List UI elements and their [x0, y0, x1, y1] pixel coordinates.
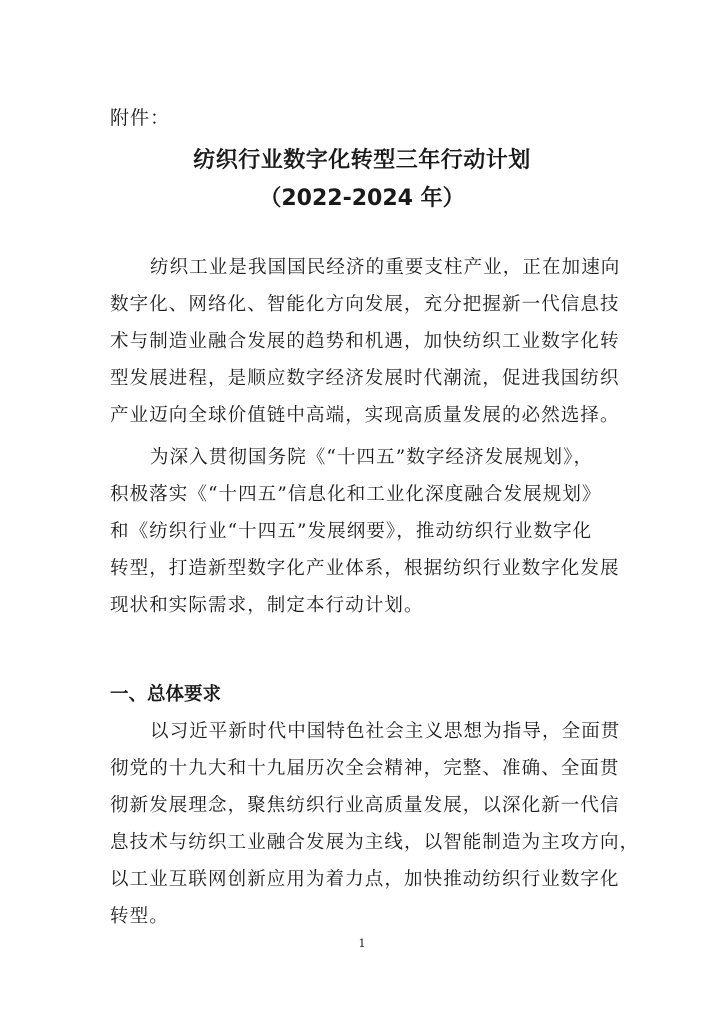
paragraph-2-line: 和《纺织行业“十四五”发展纲要》，推动纺织行业数字化 — [110, 521, 593, 542]
paragraph-2-line: 现状和实际需求，制定本行动计划。 — [110, 595, 424, 616]
section-1-line: 彻新发展理念，聚焦纺织行业高质量发展，以深化新一代信 — [110, 795, 620, 816]
section-1-heading: 一、总体要求 — [110, 684, 222, 705]
paragraph-1-line: 数字化、网络化、智能化方向发展，充分把握新一代信息技 — [110, 294, 620, 315]
page-number: 1 — [358, 937, 366, 950]
paragraph-2-line: 积极落实《“十四五”信息化和工业化深度融合发展规划》 — [110, 484, 602, 505]
paragraph-1-line: 型发展进程，是顺应数字经济发展时代潮流，促进我国纺织 — [110, 368, 620, 389]
section-1-line: 以工业互联网创新应用为着力点，加快推动纺织行业数字化 — [110, 869, 620, 890]
document-title: 纺织行业数字化转型三年行动计划 — [193, 148, 531, 173]
section-1-line: 息技术与纺织工业融合发展为主线，以智能制造为主攻方向， — [110, 832, 640, 853]
section-1-line: 以习近平新时代中国特色社会主义思想为指导，全面贯 — [150, 721, 621, 742]
paragraph-1-line: 术与制造业融合发展的趋势和机遇，加快纺织工业数字化转 — [110, 331, 620, 352]
section-1-line: 转型。 — [110, 906, 169, 927]
paragraph-2-line: 转型，打造新型数字化产业体系，根据纺织行业数字化发展 — [110, 558, 620, 579]
document-subtitle: （2022-2024 年） — [259, 186, 465, 211]
paragraph-2-line: 为深入贯彻国务院《“十四五”数字经济发展规划》， — [150, 447, 594, 468]
attachment-label: 附件： — [110, 107, 171, 129]
paragraph-1-line: 产业迈向全球价值链中高端，实现高质量发展的必然选择。 — [110, 405, 620, 426]
paragraph-1-line: 纺织工业是我国国民经济的重要支柱产业，正在加速向 — [150, 257, 621, 278]
section-1-line: 彻党的十九大和十九届历次全会精神，完整、准确、全面贯 — [110, 758, 620, 779]
